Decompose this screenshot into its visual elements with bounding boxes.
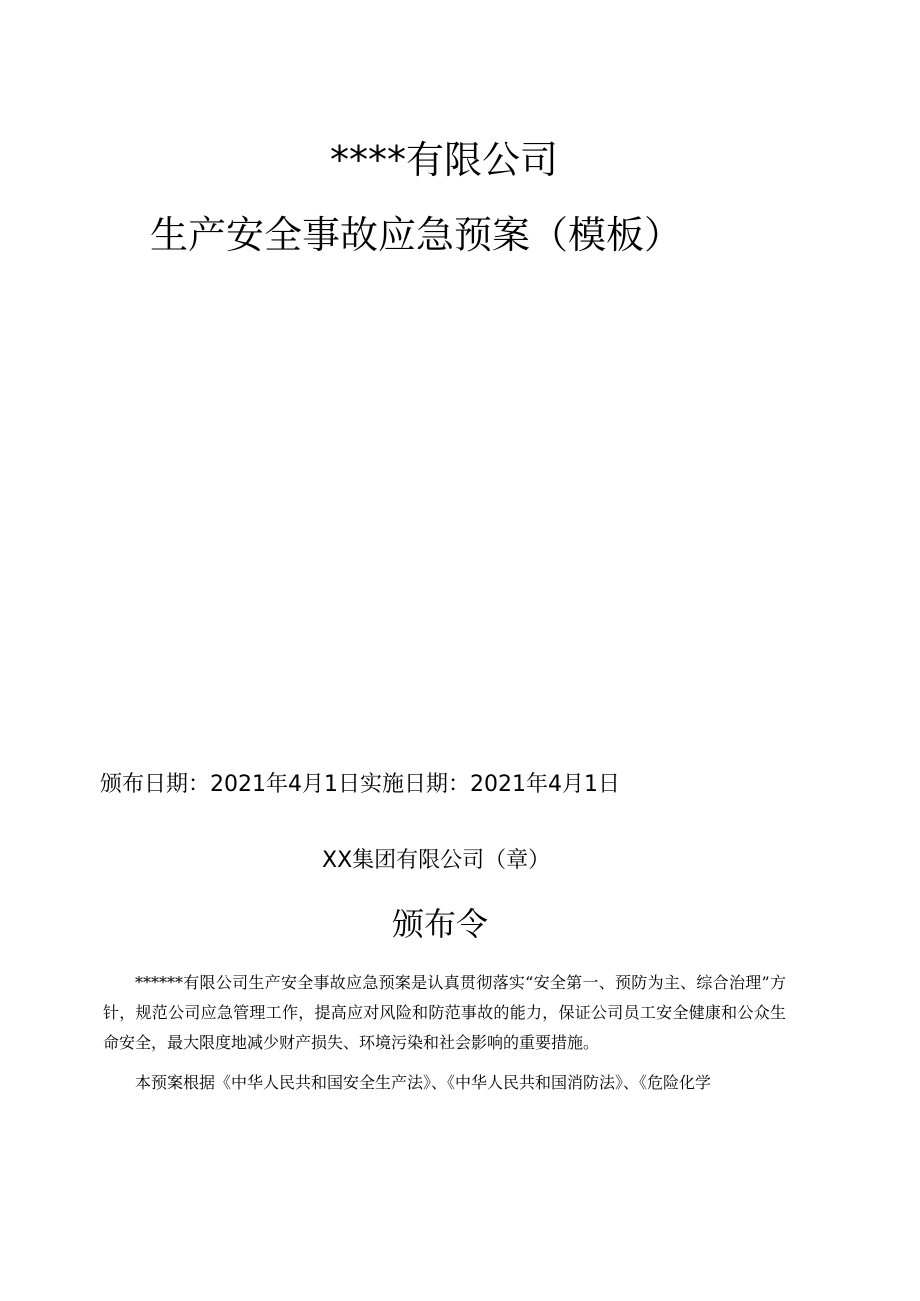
order-heading: 颁布令	[391, 905, 488, 943]
seal-line: XX集团有限公司（章）	[322, 848, 551, 873]
paragraph: 本预案根据《中华人民共和国安全生产法》、《中华人民共和国消防法》、《危险化学	[135, 1073, 712, 1092]
company-title: ****有限公司	[330, 138, 559, 182]
paragraph: ******有限公司生产安全事故应急预案是认真贯彻落实“安全第一、预防为主、综合治理”方针，规范公司应急管理工作，提高应对风险和防范事故的能力，保证公司员工安全健康和公众生命安全，最大限度地减少财产损失、环境污染和社会影响的重要措施。	[103, 973, 786, 1052]
body-text	[103, 968, 786, 1108]
main-title: 生产安全事故应急预案（模板）	[150, 213, 683, 257]
dates-line: 颁布日期：2021年4月1日实施日期：2021年4月1日	[100, 772, 620, 797]
